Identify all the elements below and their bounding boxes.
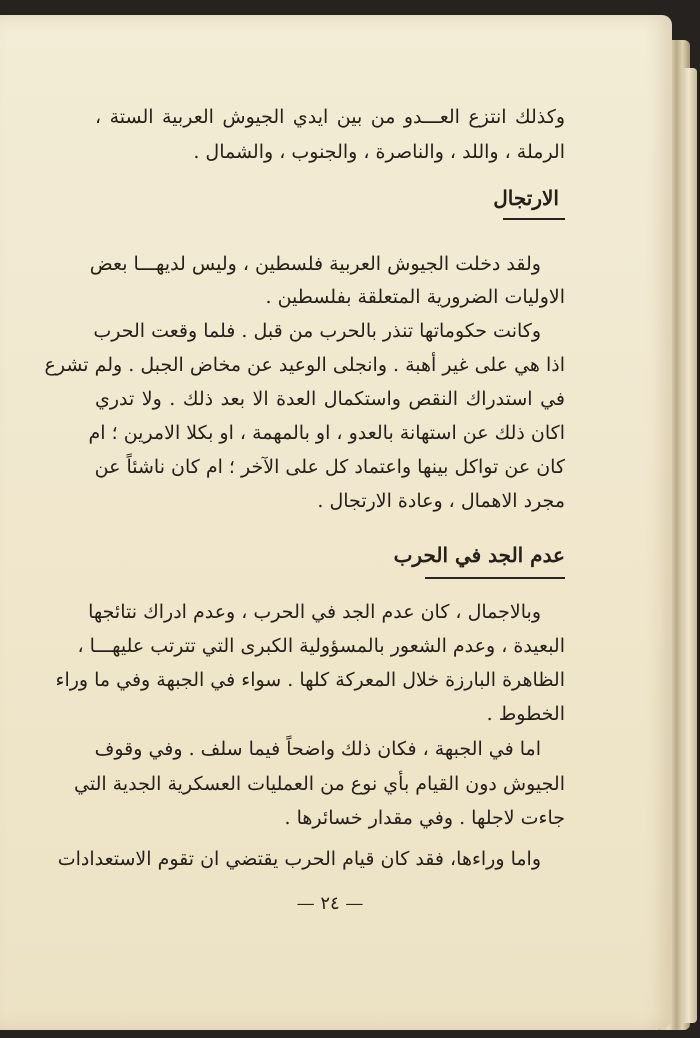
text-line: اذا هي على غير أهبة . وانجلى الوعيد عن مخاض الجبل . ولم تشرع	[44, 354, 565, 376]
page-number: — ٢٤ —	[296, 893, 364, 914]
text-line: الاوليات الضرورية المتعلقة بفلسطين .	[265, 286, 565, 308]
text-line: مجرد الاهمال ، وعادة الارتجال .	[317, 490, 565, 512]
text-line: البعيدة ، وعدم الشعور بالمسؤولية الكبرى التي تترتب عليهـــا ،	[77, 635, 565, 657]
text-line: الظاهرة البارزة خلال المعركة كلها . سواء في الجبهة وفي ما وراء	[55, 669, 565, 691]
section-heading: الارتجال	[493, 186, 559, 210]
text-line: واما وراءها، فقد كان قيام الحرب يقتضي ان تقوم الاستعدادات	[57, 848, 541, 870]
page-edge-inner	[683, 68, 697, 1023]
text-line: اكان ذلك عن استهانة بالعدو ، او بالمهمة ، او بكلا الامرين ؛ ام	[88, 422, 565, 444]
text-line: جاءت لاجلها . وفي مقدار خسائرها .	[284, 807, 565, 829]
text-line: اما في الجبهة ، فكان ذلك واضحاً فيما سلف . وفي وقوف	[94, 738, 541, 760]
text-line: ولقد دخلت الجيوش العربية فلسطين ، وليس لديهـــا بعض	[89, 253, 541, 275]
text-line: في استدراك النقص واستكمال العدة الا بعد ذلك . ولا تدري	[95, 388, 565, 410]
heading-underline	[425, 577, 565, 579]
book-page	[0, 15, 672, 1030]
text-line: الرملة ، واللد ، والناصرة ، والجنوب ، والشمال .	[193, 141, 565, 163]
text-line: وبالاجمال ، كان عدم الجد في الحرب ، وعدم ادراك نتائجها	[88, 601, 541, 623]
text-line: وكذلك انتزع العـــدو من بين ايدي الجيوش العربية الستة ،	[95, 106, 565, 128]
text-line: كان عن تواكل بينها واعتماد كل على الآخر ؛ ام كان ناشئاً عن	[94, 456, 565, 478]
heading-underline	[503, 218, 565, 220]
section-heading: عدم الجد في الحرب	[393, 543, 565, 567]
text-line: وكانت حكوماتها تنذر بالحرب من قبل . فلما وقعت الحرب	[93, 320, 541, 342]
text-line: الجيوش دون القيام بأي نوع من العمليات العسكرية الجدية التي	[74, 773, 565, 795]
text-line: الخطوط .	[486, 703, 565, 725]
